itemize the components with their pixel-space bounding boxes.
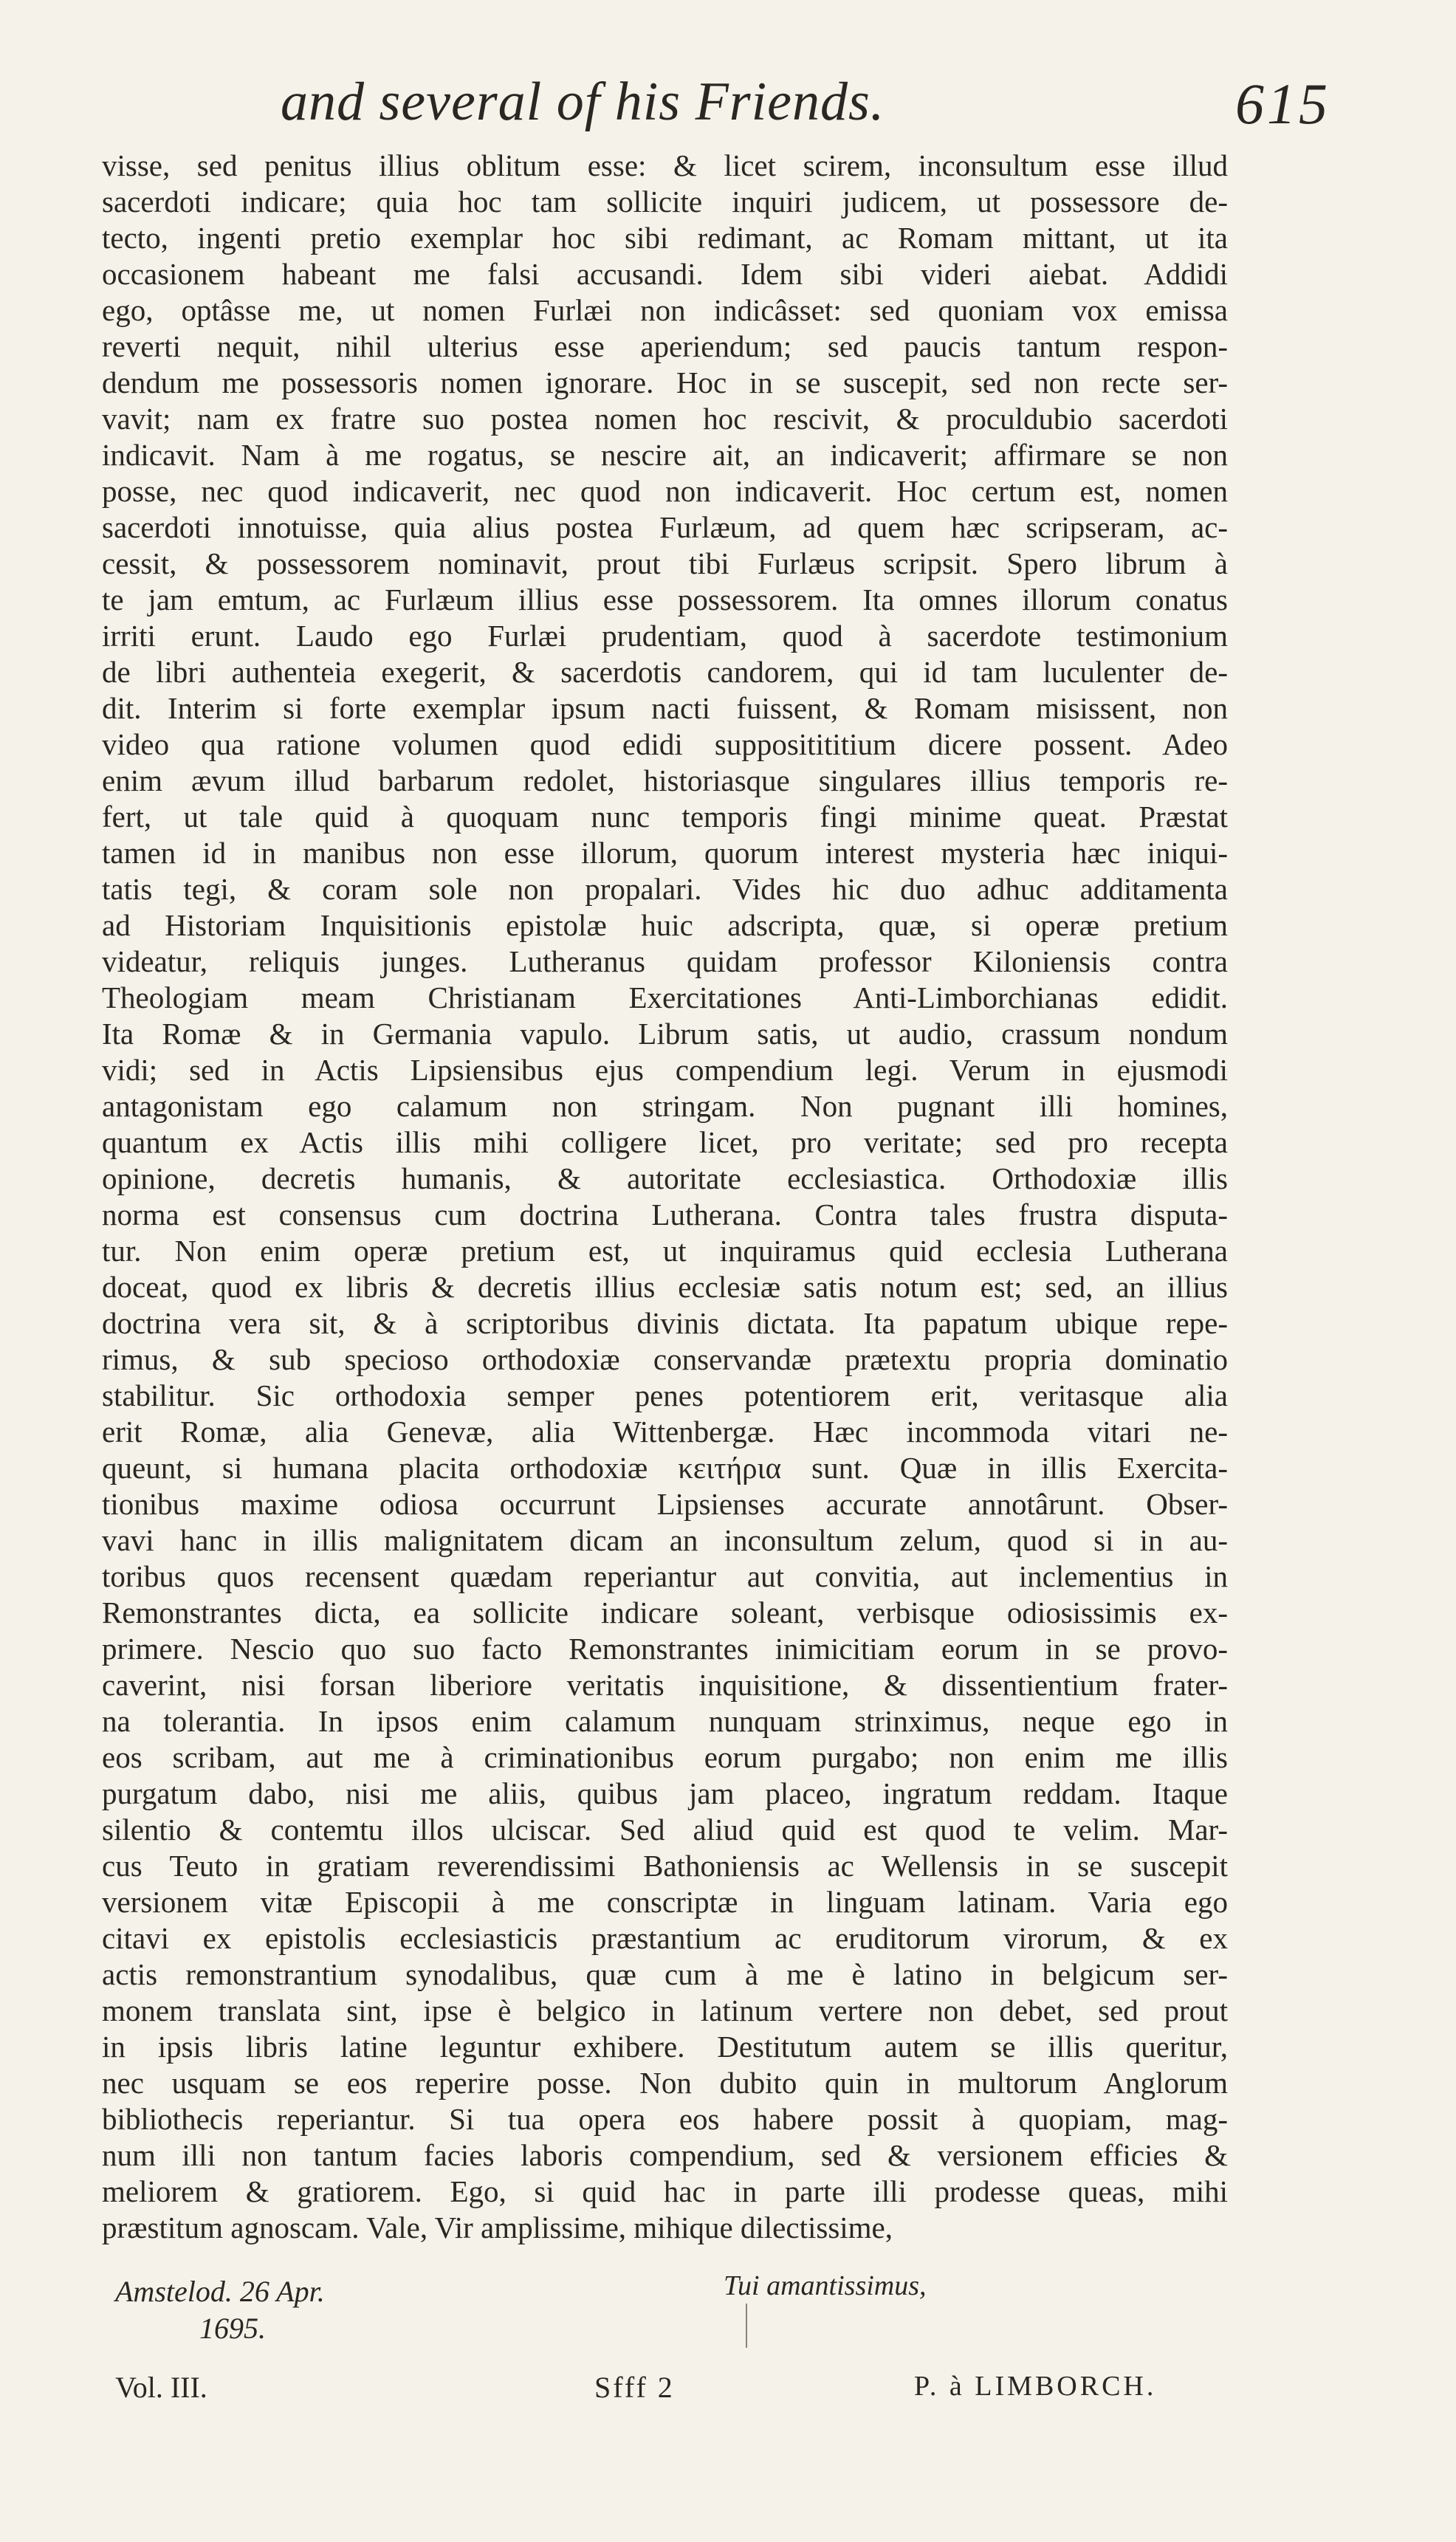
place-date: Amstelod. 26 Apr. xyxy=(115,2275,325,2308)
text-line: tecto, ingenti pretio exemplar hoc sibi redimant, ac Romam mittant, ut ita xyxy=(102,221,1228,255)
text-line: silentio & contemtu illos ulciscar. Sed aliud quid est quod te velim. Mar- xyxy=(102,1813,1228,1847)
text-line: versionem vitæ Episcopii à me conscriptæ in linguam latinam. Varia ego xyxy=(102,1885,1228,1919)
text-line: caverint, nisi forsan liberiore veritatis inquisitione, & dissentientium frater- xyxy=(102,1668,1228,1702)
text-line: erit Romæ, alia Genevæ, alia Wittenbergæ. Hæc incommoda vitari ne- xyxy=(102,1415,1228,1449)
page-footer xyxy=(0,2370,1456,2429)
text-line: tatis tegi, & coram sole non propalari. Vides hic duo adhuc additamenta xyxy=(102,872,1228,906)
text-line: te jam emtum, ac Furlæum illius esse possessorem. Ita omnes illorum conatus xyxy=(102,583,1228,616)
text-line: antagonistam ego calamum non stringam. Non pugnant illi homines, xyxy=(102,1089,1228,1123)
text-line: norma est consensus cum doctrina Lutherana. Contra tales frustra disputa- xyxy=(102,1198,1228,1232)
text-line: occasionem habeant me falsi accusandi. Idem sibi videri aiebat. Addidi xyxy=(102,257,1228,291)
text-line: tamen id in manibus non esse illorum, quorum interest mysteria hæc iniqui- xyxy=(102,836,1228,870)
text-line: tionibus maxime odiosa occurrunt Lipsienses accurate annotârunt. Obser- xyxy=(102,1487,1228,1521)
text-line: tur. Non enim operæ pretium est, ut inquiramus quid ecclesia Lutherana xyxy=(102,1234,1228,1268)
text-line: vidi; sed in Actis Lipsiensibus ejus compendium legi. Verum in ejusmodi xyxy=(102,1053,1228,1087)
text-line: dit. Interim si forte exemplar ipsum nacti fuissent, & Romam misissent, non xyxy=(102,691,1228,725)
text-line: in ipsis libris latine leguntur exhibere. Destitutum autem se illis queritur, xyxy=(102,2030,1228,2064)
text-line: eos scribam, aut me à criminationibus eorum purgabo; non enim me illis xyxy=(102,1740,1228,1774)
text-line: reverti nequit, nihil ulterius esse aperiendum; sed paucis tantum respon- xyxy=(102,329,1228,363)
text-line: video qua ratione volumen quod edidi suppositititium dicere possent. Adeo xyxy=(102,727,1228,761)
text-line: cessit, & possessorem nominavit, prout tibi Furlæus scripsit. Spero librum à xyxy=(102,546,1228,580)
text-line: videatur, reliquis junges. Lutheranus quidam professor Kiloniensis contra xyxy=(102,944,1228,978)
text-line: cus Teuto in gratiam reverendissimi Bathoniensis ac Wellensis in se suscepit xyxy=(102,1849,1228,1883)
volume-label: Vol. III. xyxy=(115,2371,207,2404)
text-line: queunt, si humana placita orthodoxiæ κειτήρια sunt. Quæ in illis Exercita- xyxy=(102,1451,1228,1485)
text-line: primere. Nescio quo suo facto Remonstrantes inimicitiam eorum in se provo- xyxy=(102,1632,1228,1666)
text-line: irriti erunt. Laudo ego Furlæi prudentiam, quod à sacerdote testimonium xyxy=(102,619,1228,653)
text-line: indicavit. Nam à me rogatus, se nescire ait, an indicaverit; affirmare se non xyxy=(102,438,1228,472)
text-line: meliorem & gratiorem. Ego, si quid hac in parte illi prodesse queas, mihi xyxy=(102,2174,1228,2208)
text-line: enim ævum illud barbarum redolet, historiasque singulares illius temporis re- xyxy=(102,763,1228,797)
ink-mark xyxy=(746,2304,747,2348)
running-title: and several of his Friends. xyxy=(281,72,885,132)
text-line: posse, nec quod indicaverit, nec quod non indicaverit. Hoc certum est, nomen xyxy=(102,474,1228,508)
text-line: rimus, & sub speciosо orthodoxiæ conservandæ prætextu propria dominatio xyxy=(102,1342,1228,1376)
text-line: actis remonstrantium synodalibus, quæ cum à me è latino in belgicum ser- xyxy=(102,1957,1228,1991)
text-line: na tolerantia. In ipsos enim calamum nunquam strinximus, neque ego in xyxy=(102,1704,1228,1738)
text-line: purgatum dabo, nisi me aliis, quibus jam placeo, ingratum reddam. Itaque xyxy=(102,1776,1228,1810)
text-line: doceat, quod ex libris & decretis illius ecclesiæ satis notum est; sed, an illius xyxy=(102,1270,1228,1304)
letter-year: 1695. xyxy=(199,2312,266,2345)
subscription: Tui amantissimus, xyxy=(724,2270,927,2301)
signature-mark: Sfff 2 xyxy=(594,2371,675,2404)
text-line: opinione, decretis humanis, & autoritate ecclesiastica. Orthodoxiæ illis xyxy=(102,1161,1228,1195)
text-line: sacerdoti indicare; quia hoc tam sollicite inquiri judicem, ut possessore de- xyxy=(102,185,1228,219)
text-line: visse, sed penitus illius oblitum esse: & licet scirem, inconsultum esse illud xyxy=(102,148,1228,182)
text-line: stabilitur. Sic orthodoxia semper penes potentiorem erit, veritasque alia xyxy=(102,1378,1228,1412)
text-line: Remonstrantes dicta, ea sollicite indicare soleant, verbisque odiosissimis ex- xyxy=(102,1595,1228,1629)
text-line: præstitum agnoscam. Vale, Vir amplissime, mihique dilectissime, xyxy=(102,2210,893,2244)
text-line: vavit; nam ex fratre suo postea nomen hoc rescivit, & proculdubio sacerdoti xyxy=(102,402,1228,436)
text-line: vavi hanc in illis malignitatem dicam an inconsultum zelum, quod si in au- xyxy=(102,1523,1228,1557)
text-line: bibliothecis reperiantur. Si tua opera eos habere possit à quopiam, mag- xyxy=(102,2102,1228,2136)
text-line: num illi non tantum facies laboris compendium, sed & versionem efficies & xyxy=(102,2138,1228,2172)
text-line: fert, ut tale quid à quoquam nunc temporis fingi minime queat. Præstat xyxy=(102,800,1228,834)
page-header xyxy=(0,71,1456,145)
page-number: 615 xyxy=(1235,72,1330,136)
author-name: P. à LIMBORCH. xyxy=(914,2371,1157,2402)
text-line: de libri authenteia exegerit, & sacerdotis candorem, qui id tam luculenter de- xyxy=(102,655,1228,689)
text-line: Theologiam meam Christianam Exercitationes Anti-Limborchianas edidit. xyxy=(102,980,1228,1014)
text-line: quantum ex Actis illis mihi colligere licet, pro veritate; sed pro recepta xyxy=(102,1125,1228,1159)
text-line: toribus quos recensent quædam reperiantur aut convitia, aut inclementius in xyxy=(102,1559,1228,1593)
text-line: citavi ex epistolis ecclesiasticis præstantium ac eruditorum virorum, & ex xyxy=(102,1921,1228,1955)
text-line: ego, optâsse me, ut nomen Furlæi non indicâsset: sed quoniam vox emissa xyxy=(102,293,1228,327)
text-line: nec usquam se eos reperire posse. Non dubito quin in multorum Anglorum xyxy=(102,2066,1228,2100)
text-line: monem translata sint, ipse è belgico in latinum vertere non debet, sed prout xyxy=(102,1993,1228,2027)
text-line: ad Historiam Inquisitionis epistolæ huic adscripta, quæ, si operæ pretium xyxy=(102,908,1228,942)
text-line: sacerdoti innotuisse, quia alius postea Furlæum, ad quem hæc scripseram, ac- xyxy=(102,510,1228,544)
text-line: doctrina vera sit, & à scriptoribus divinis dictata. Ita papatum ubique repe- xyxy=(102,1306,1228,1340)
text-line: Ita Romæ & in Germania vapulo. Librum satis, ut audio, crassum nondum xyxy=(102,1017,1228,1051)
letter-body xyxy=(102,148,1228,2246)
text-line: dendum me possessoris nomen ignorare. Hoc in se suscepit, sed non recte ser- xyxy=(102,365,1228,399)
